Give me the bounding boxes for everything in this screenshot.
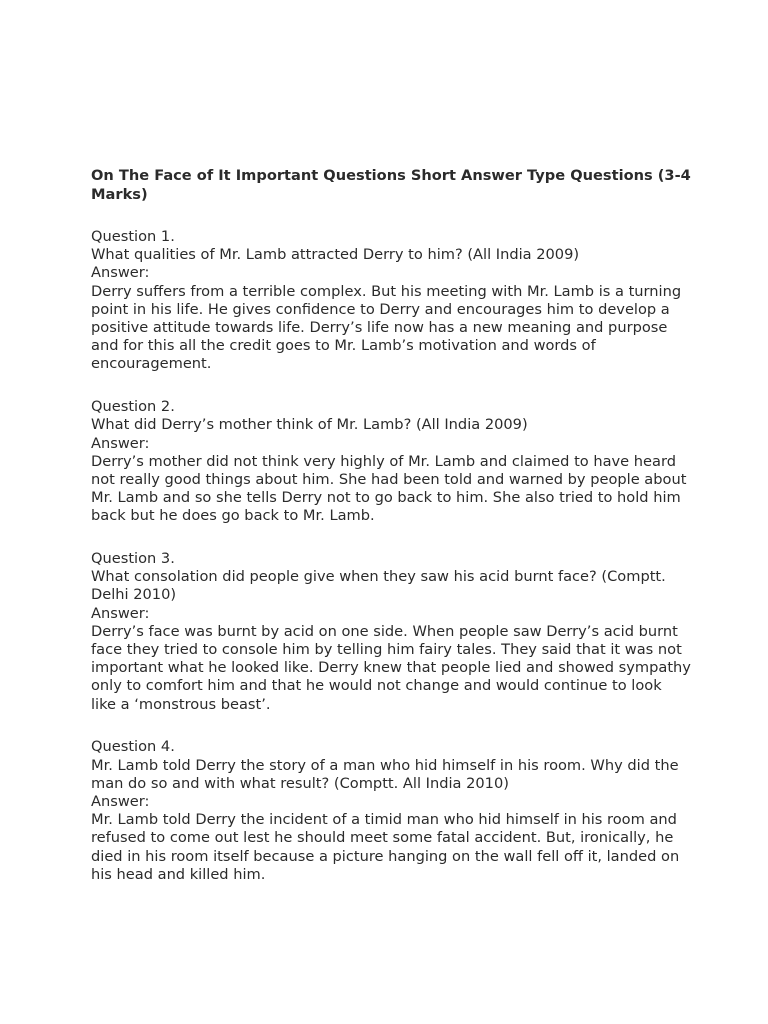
answer-label: Answer:	[91, 604, 150, 622]
question-block-2	[91, 398, 691, 525]
answer-label: Answer:	[91, 792, 150, 810]
question-block-1	[91, 228, 691, 374]
answer-label: Answer:	[91, 434, 150, 452]
question-text: What did Derry’s mother think of Mr. Lamb? (All India 2009)	[91, 416, 528, 434]
answer-text: Derry’s mother did not think very highly of Mr. Lamb and claimed to have heard not really good things about him. She had been told and warned by people about Mr. Lamb and so she tells Derry not to go back to him. She also tried to hold him back but he does go back to Mr. Lamb.	[91, 452, 687, 525]
question-label: Question 4.	[91, 738, 175, 756]
document-title: On The Face of It Important Questions Short Answer Type Questions (3-4 Marks)	[91, 167, 691, 203]
answer-text: Derry’s face was burnt by acid on one side. When people saw Derry’s acid burnt face they tried to console him by telling him fairy tales. They said that it was not important what he looked like. Derry knew that people lied and showed sympathy only to comfort him and that he would not change and would continue to look like a ‘monstrous beast’.	[91, 622, 691, 713]
question-text: Mr. Lamb told Derry the story of a man who hid himself in his room. Why did the man do so and with what result? (Comptt. All India 2010)	[91, 756, 679, 792]
document-page	[91, 166, 691, 909]
question-block-4	[91, 738, 691, 884]
question-label: Question 3.	[91, 550, 175, 568]
question-text: What consolation did people give when they saw his acid burnt face? (Comptt. Delhi 2010)	[91, 568, 666, 604]
question-block-3	[91, 550, 691, 714]
answer-text: Mr. Lamb told Derry the incident of a timid man who hid himself in his room and refused to come out lest he should meet some fatal accident. But, ironically, he died in his room itself because a picture hanging on the wall fell off it, landed on his head and killed him.	[91, 811, 680, 883]
answer-text: Derry suffers from a terrible complex. But his meeting with Mr. Lamb is a turning point in his life. He gives confidence to Derry and encourages him to develop a positive attitude towards life. Derry’s life now has a new meaning and purpose and for this all the credit goes to Mr. Lamb’s motivation and words of encouragement.	[91, 282, 682, 373]
question-text: What qualities of Mr. Lamb attracted Derry to him? (All India 2009)	[91, 246, 580, 264]
question-label: Question 1.	[91, 228, 175, 245]
answer-label: Answer:	[91, 264, 150, 282]
question-label: Question 2.	[91, 398, 175, 416]
